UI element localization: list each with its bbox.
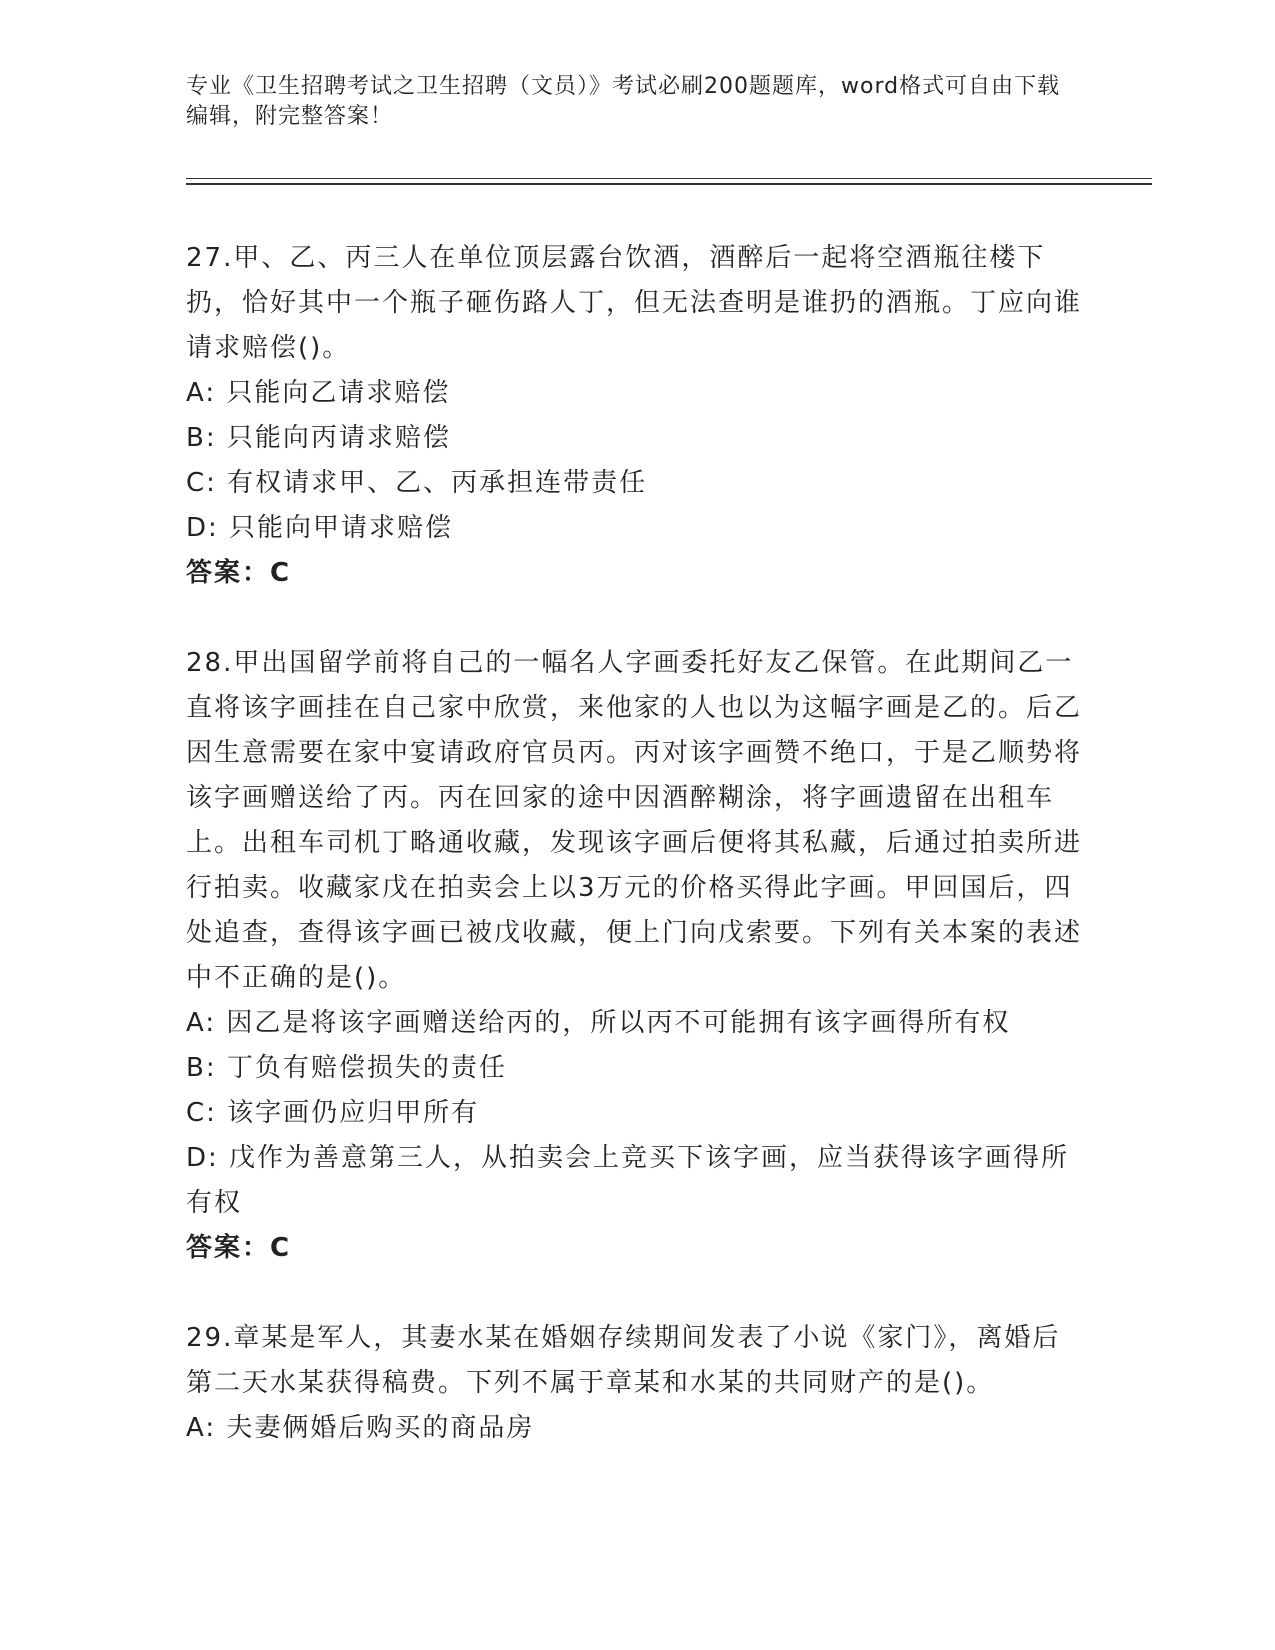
- option-b: B: 只能向丙请求赔偿: [186, 423, 451, 453]
- header-divider-thick: [186, 183, 1152, 185]
- option-d: D: 只能向甲请求赔偿: [186, 513, 454, 543]
- question-spacer: [186, 596, 1086, 641]
- answer: 答案：C: [186, 558, 292, 588]
- header-divider-thin: [186, 178, 1152, 179]
- question-text: 28.甲出国留学前将自己的一幅名人字画委托好友乙保管。在此期间乙一直将该字画挂在自己家中欣赏，来他家的人也以为这幅字画是乙的。后乙因生意需要在家中宴请政府官员丙。丙对该字画赞不绝口，于是乙顺势将该字画赠送给了丙。丙在回家的途中因酒醉糊涂，将字画遗留在出租车上。出租车司机丁略通收藏，发现该字画后便将其私藏，后通过拍卖所进行拍卖。收藏家戊在拍卖会上以3万元的价格买得此字画。甲回国后，四处追查，查得该字画已被戊收藏，便上门向戊索要。下列有关本案的表述中不正确的是()。: [186, 648, 1083, 993]
- question-29: [186, 1316, 1086, 1451]
- question-list: [186, 236, 1086, 1451]
- option-c: C: 该字画仍应归甲所有: [186, 1098, 480, 1128]
- option-a: A: 因乙是将该字画赠送给丙的，所以丙不可能拥有该字画得所有权: [186, 1008, 1011, 1038]
- option-b: B: 丁负有赔偿损失的责任: [186, 1053, 507, 1083]
- answer: 答案：C: [186, 1233, 292, 1263]
- question-27: [186, 236, 1086, 596]
- question-text: 27.甲、乙、丙三人在单位顶层露台饮酒，酒醉后一起将空酒瓶往楼下扔，恰好其中一个瓶子砸伤路人丁，但无法查明是谁扔的酒瓶。丁应向谁请求赔偿()。: [186, 243, 1083, 363]
- option-d: D: 戊作为善意第三人，从拍卖会上竞买下该字画，应当获得该字画得所有权: [186, 1143, 1070, 1218]
- question-spacer: [186, 1271, 1086, 1316]
- question-28: [186, 641, 1086, 1271]
- option-c: C: 有权请求甲、乙、丙承担连带责任: [186, 468, 648, 498]
- option-a: A: 夫妻俩婚后购买的商品房: [186, 1413, 535, 1443]
- document-header: 专业《卫生招聘考试之卫生招聘（文员）》考试必刷200题题库，word格式可自由下载编辑，附完整答案！: [186, 74, 1061, 129]
- question-text: 29.章某是军人，其妻水某在婚姻存续期间发表了小说《家门》，离婚后第二天水某获得稿费。下列不属于章某和水某的共同财产的是()。: [186, 1323, 1061, 1398]
- option-a: A: 只能向乙请求赔偿: [186, 378, 451, 408]
